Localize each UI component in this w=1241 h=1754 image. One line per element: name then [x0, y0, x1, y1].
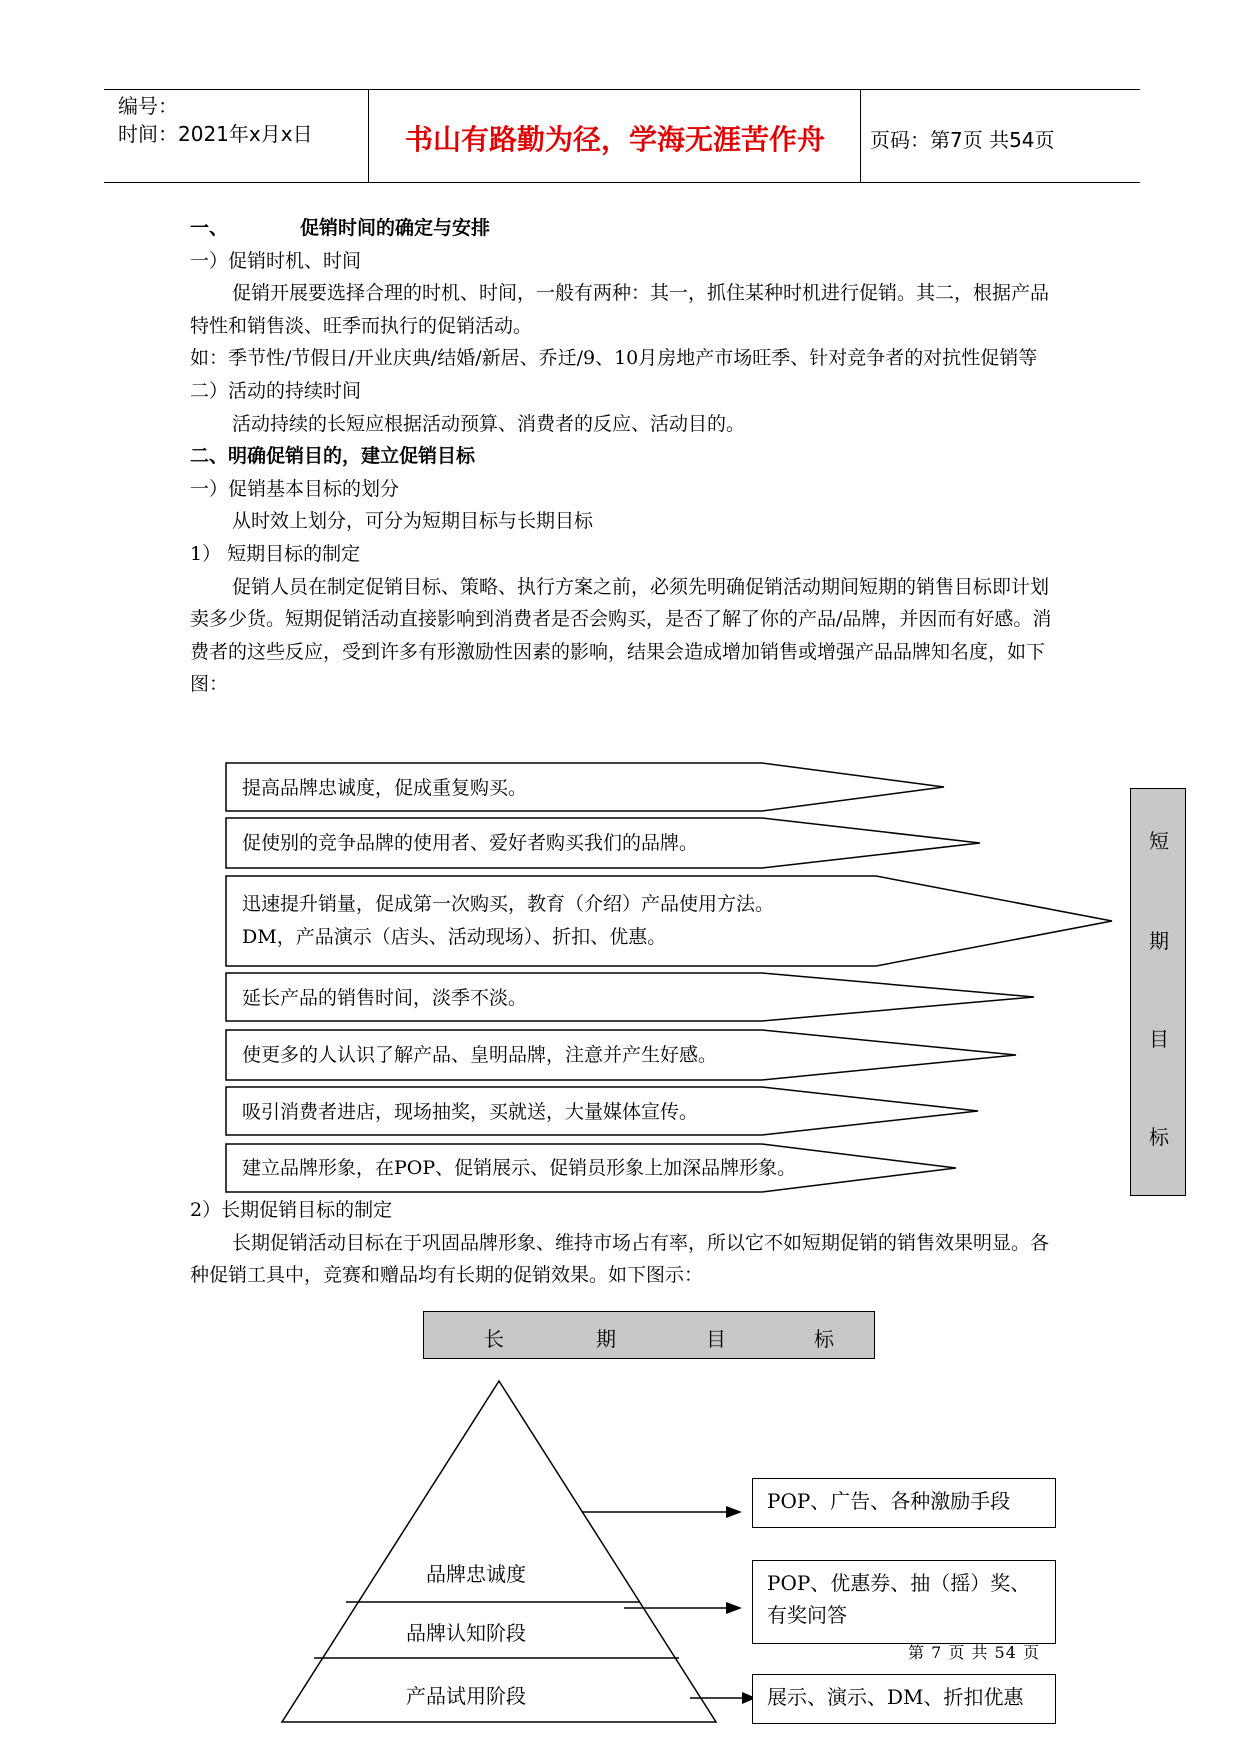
- long-char-3: 目: [706, 1327, 726, 1351]
- side-char-4: 标: [1149, 1125, 1169, 1149]
- arrow-text-6: 吸引消费者进店，现场抽奖，买就送，大量媒体宣传。: [242, 1101, 699, 1123]
- arrow-text-7: 建立品牌形象，在POP、促销展示、促销员形象上加深品牌形象。: [242, 1157, 797, 1179]
- side-char-1: 短: [1149, 829, 1169, 853]
- arrowhead-1: [726, 1506, 742, 1518]
- arrow-text-3b: DM，产品演示（店头、活动现场）、折扣、优惠。: [242, 926, 667, 948]
- section1-heading-text: 促销时间的确定与安排: [300, 217, 491, 239]
- long-term-box-2: [752, 1560, 1056, 1644]
- section2-heading: 二、明确促销目的，建立促销目标: [190, 445, 476, 468]
- section1-sub2: 二）活动的持续时间: [190, 379, 362, 402]
- long-term-box-3: 展示、演示、DM、折扣优惠: [752, 1674, 1056, 1724]
- pyramid-level-1: 品牌忠诚度: [426, 1562, 526, 1586]
- section1-heading-num: 一、: [190, 217, 229, 239]
- arrow-text-2: 促使别的竞争品牌的使用者、爱好者购买我们的品牌。: [242, 832, 699, 854]
- section1-para2: 如：季节性/节假日/开业庆典/结婚/新居、乔迁/9、10月房地产市场旺季、针对竞争者的对抗性促销等: [190, 347, 1038, 370]
- section2-sub1: 一）促销基本目标的划分: [190, 477, 400, 500]
- long-char-1: 长: [484, 1327, 504, 1351]
- arrow-text-3a: 迅速提升销量，促成第一次购买，教育（介绍）产品使用方法。: [242, 893, 775, 915]
- section2-para2: 促销人员在制定促销目标、策略、执行方案之前，必须先明确促销活动期间短期的销售目标即计划卖多少货。短期促销活动直接影响到消费者是否会购买，是否了解了你的产品/品牌，并因而有好感。消费者的这些反应，受到许多有形激励性因素的影响，结果会造成增加销售或增强产品品牌知名度，如下图：: [190, 575, 1052, 696]
- long-char-2: 期: [596, 1327, 616, 1351]
- section3-para1: 长期促销活动目标在于巩固品牌形象、维持市场占有率，所以它不如短期促销的销售效果明显。各种促销工具中，竞赛和赠品均有长期的促销效果。如下图示：: [190, 1231, 1050, 1287]
- footer-page-number: 第 7 页 共 54 页: [908, 1643, 1040, 1662]
- time-label: 时间：2021年x月x日: [118, 122, 313, 146]
- number-label: 编号：: [118, 94, 178, 118]
- section1-para1: 促销开展要选择合理的时机、时间，一般有两种：其一，抓住某种时机进行促销。其二，根据产品特性和销售淡、旺季而执行的促销活动。: [190, 282, 1050, 337]
- header-motto: 书山有路勤为径，学海无涯苦作舟: [404, 123, 825, 156]
- arrow-text-1: 提高品牌忠诚度，促成重复购买。: [242, 777, 528, 799]
- pyramid-level-2: 品牌认知阶段: [406, 1621, 526, 1645]
- long-term-box-1: POP、广告、各种激励手段: [752, 1478, 1056, 1528]
- section3-item2: 2）长期促销目标的制定: [190, 1199, 393, 1221]
- arrow-text-4: 延长产品的销售时间，淡季不淡。: [242, 987, 528, 1009]
- pyramid-level-3: 产品试用阶段: [406, 1684, 526, 1708]
- long-term-box-2-line2: 有奖问答: [767, 1603, 847, 1627]
- pyramid-outline: [282, 1381, 716, 1722]
- header-page-info: 页码：第7页 共54页: [870, 128, 1055, 152]
- side-char-2: 期: [1149, 929, 1169, 953]
- side-char-3: 目: [1149, 1027, 1169, 1051]
- long-term-box-2-line1: POP、优惠券、抽（摇）奖、: [767, 1571, 1031, 1595]
- long-char-4: 标: [814, 1327, 834, 1351]
- section2-para1: 从时效上划分，可分为短期目标与长期目标: [232, 510, 594, 533]
- section2-item1: 1） 短期目标的制定: [190, 542, 361, 565]
- arrow-text-5: 使更多的人认识了解产品、皇明品牌，注意并产生好感。: [242, 1044, 718, 1066]
- arrowhead-2: [726, 1602, 742, 1614]
- section1-para3: 活动持续的长短应根据活动预算、消费者的反应、活动目的。: [232, 412, 746, 435]
- section1-sub1: 一）促销时机、时间: [190, 249, 362, 272]
